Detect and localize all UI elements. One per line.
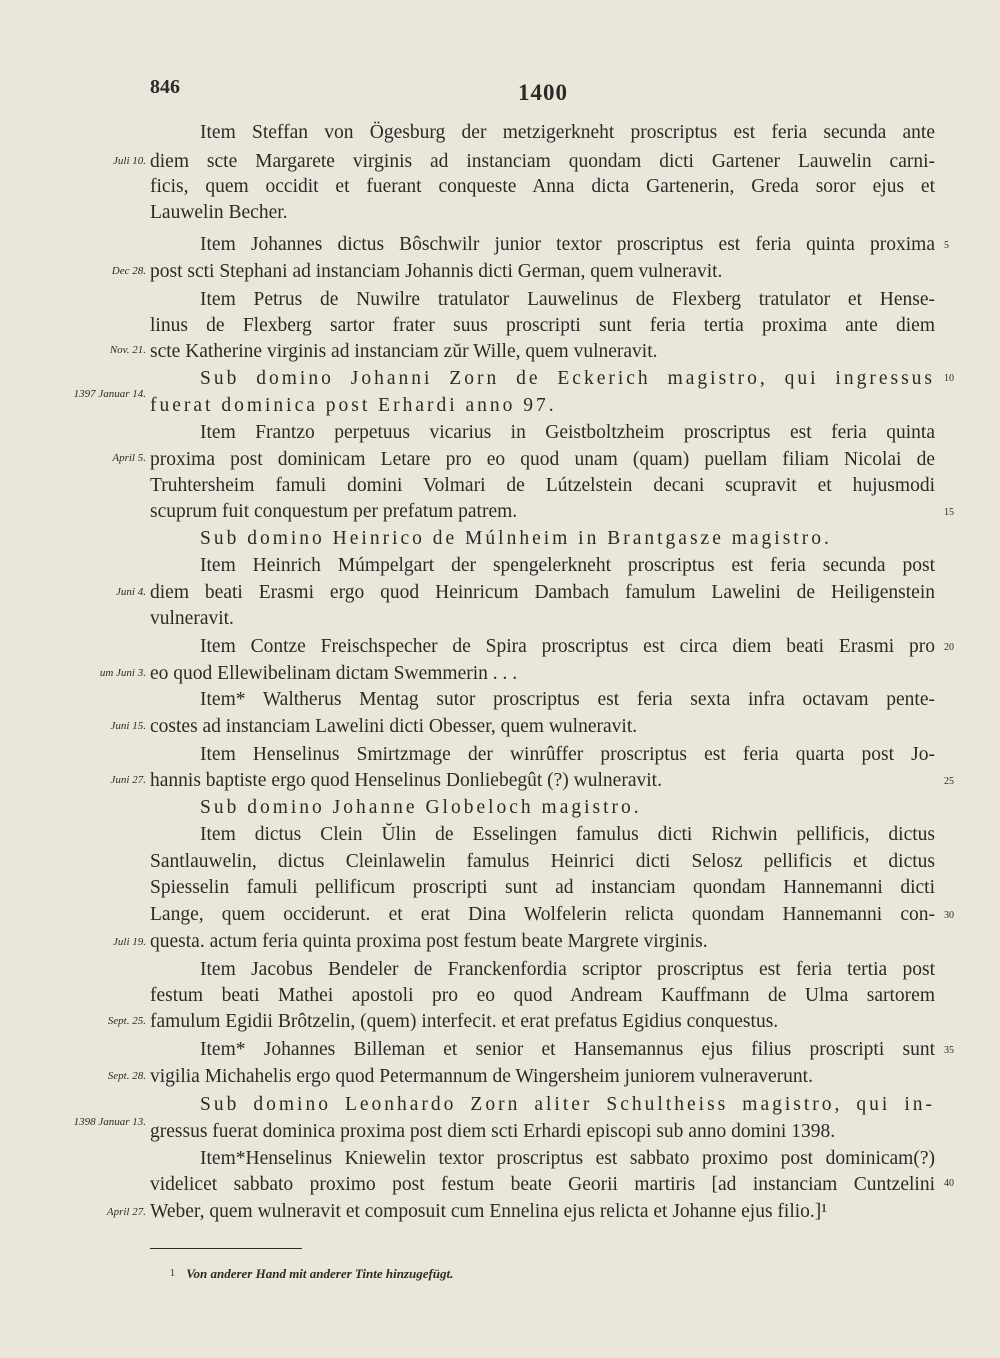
text-line: post scti Stephani ad instanciam Johannis dicti German, quem vulneravit. [150,261,723,282]
text-line: Spiesselin famuli pellificum proscripti sunt ad instanciam quondam Hannemanni dicti [150,877,935,898]
text-line: ficis, quem occidit et fuerant conqueste Anna dicta Gartenerin, Greda soror ejus et [150,176,935,197]
margin-date: April 5. [112,452,146,464]
text-line: famulum Egidii Brôtzelin, (quem) interfecit. et erat prefatus Egidius conquestus. [150,1011,779,1032]
line-number: 15 [944,507,954,518]
line-number: 40 [944,1178,954,1189]
page-number: 846 [150,76,180,98]
text-line: Sub domino Leonhardo Zorn aliter Schultheiss magistro, qui in- [200,1094,935,1115]
running-header-year: 1400 [518,80,568,105]
text-line: Item Jacobus Bendeler de Franckenfordia scriptor proscriptus est feria tertia post [200,959,935,980]
text-line: scte Katherine virginis ad instanciam zŭr Wille, quem vulneravit. [150,341,658,362]
text-line: festum beati Mathei apostoli pro eo quod Andream Kauffmann de Ulma sartorem [150,985,935,1006]
line-number: 35 [944,1045,954,1056]
text-line: Sub domino Johanne Globeloch magistro. [200,797,642,818]
text-line: Item* Johannes Billeman et senior et Hansemannus ejus filius proscripti sunt [200,1039,935,1060]
text-line: Item Henselinus Smirtzmage der winrûffer proscriptus est feria quarta post Jo- [200,744,935,765]
text-line: Sub domino Heinrico de Múlnheim in Brantgasze magistro. [200,528,832,549]
line-number: 25 [944,776,954,787]
footnote-text: Von anderer Hand mit anderer Tinte hinzugefügt. [186,1266,454,1281]
text-line: linus de Flexberg sartor frater suus proscripti sunt feria tertia proxima ante diem [150,315,935,336]
text-line: Lange, quem occiderunt. et erat Dina Wolfelerin relicta quondam Hannemanni con- [150,904,935,925]
footnote-mark: 1 [170,1268,175,1279]
margin-date: Dec 28. [111,265,146,277]
text-line: diem scte Margarete virginis ad instanciam quondam dicti Gartener Lauwelin carni- [150,151,935,172]
margin-date: Juli 19. [113,936,146,948]
text-line: Item dictus Clein Ŭlin de Esselingen famulus dicti Richwin pellificis, dictus [200,824,935,845]
margin-date: April 27. [106,1206,146,1218]
text-line: Item* Waltherus Mentag sutor proscriptus est feria sexta infra octavam pente- [200,689,935,710]
text-line: Item*Henselinus Kniewelin textor proscriptus est sabbato proximo post dominicam(?) [200,1148,935,1169]
text-line: Santlauwelin, dictus Cleinlawelin famulus Heinrici dicti Selosz pellificis et dictus [150,851,935,872]
text-line: gressus fuerat dominica proxima post diem scti Erhardi episcopi sub anno domini 1398. [150,1121,836,1142]
text-line: Item Petrus de Nuwilre tratulator Lauwelinus de Flexberg tratulator et Hense- [200,289,935,310]
margin-date: 1398 Januar 13. [73,1116,146,1128]
margin-date: Juni 4. [116,586,146,598]
margin-date: Juni 27. [110,774,146,786]
text-line: questa. actum feria quinta proxima post festum beate Margrete virginis. [150,931,708,952]
text-line: Item Frantzo perpetuus vicarius in Geistboltzheim proscriptus est feria quinta [200,422,935,443]
text-line: costes ad instanciam Lawelini dicti Obesser, quem wulneravit. [150,716,638,737]
text-line: eo quod Ellewibelinam dictam Swemmerin . . . [150,663,518,684]
margin-date: Sept. 25. [107,1015,146,1027]
text-line: videlicet sabbato proximo post festum beate Georii martiris [ad instanciam Cuntzelini [150,1174,935,1195]
text-line: Lauwelin Becher. [150,202,288,223]
margin-date: Juni 15. [110,720,146,732]
margin-date: Juli 10. [113,155,146,167]
text-line: scuprum fuit conquestum per prefatum patrem. [150,501,518,522]
footnote [170,1266,453,1282]
text-line: Item Johannes dictus Bôschwilr junior textor proscriptus est feria quinta proxima [200,234,935,255]
text-line: proxima post dominicam Letare pro eo quod unam (quam) puellam filiam Nicolai de [150,449,935,470]
text-line: Item Steffan von Ögesburg der metzigerkneht proscriptus est feria secunda ante [200,122,935,143]
line-number: 10 [944,373,954,384]
text-line: hannis baptiste ergo quod Henselinus Donliebegût (?) wulneravit. [150,770,662,791]
margin-date: 1397 Januar 14. [73,388,146,400]
text-line: fuerat dominica post Erhardi anno 97. [150,395,557,416]
text-line: vulneravit. [150,608,234,629]
line-number: 30 [944,910,954,921]
text-line: Weber, quem wulneravit et composuit cum Ennelina ejus relicta et Johanne ejus filio.]¹ [150,1201,828,1222]
text-line: Item Contze Freischspecher de Spira proscriptus est circa diem beati Erasmi pro [200,636,935,657]
margin-date: um Juni 3. [99,667,146,679]
margin-date: Nov. 21. [109,344,146,356]
line-number: 20 [944,642,954,653]
margin-date: Sept. 28. [107,1070,146,1082]
text-line: Sub domino Johanni Zorn de Eckerich magistro, qui ingressus [200,368,935,389]
text-line: vigilia Michahelis ergo quod Petermannum de Wingersheim juniorem vulneraverunt. [150,1066,813,1087]
line-number: 5 [944,240,949,251]
text-line: Truhtersheim famuli domini Volmari de Lútzelstein decani scupravit et hujusmodi [150,475,935,496]
text-line: diem beati Erasmi ergo quod Heinricum Dambach famulum Lawelini de Heiligenstein [150,582,935,603]
text-line: Item Heinrich Múmpelgart der spengelerkneht proscriptus est feria secunda post [200,555,935,576]
footnote-rule [150,1248,302,1249]
